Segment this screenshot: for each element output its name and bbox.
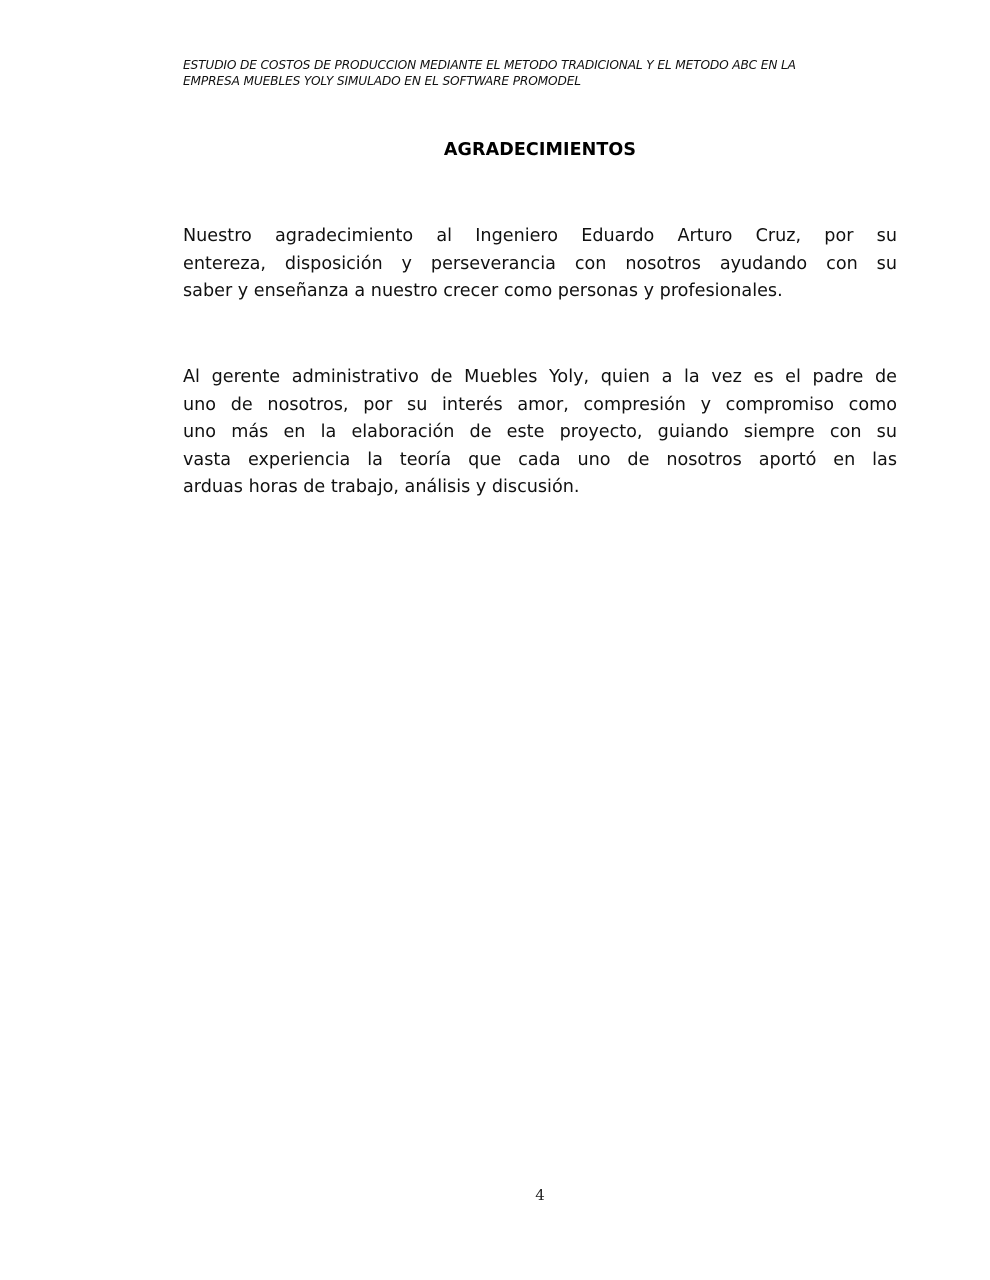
page-title: AGRADECIMIENTOS bbox=[443, 140, 637, 160]
page-number: 4 bbox=[535, 1186, 545, 1204]
paragraph-line: arduas horas de trabajo, análisis y discusión. bbox=[183, 477, 580, 497]
paragraph-line: Al gerente administrativo de Muebles Yoly, quien a la vez es el padre de bbox=[183, 367, 897, 387]
paragraph-line: Nuestro agradecimiento al Ingeniero Eduardo Arturo Cruz, por su bbox=[183, 226, 897, 246]
running-header-line-2: EMPRESA MUEBLES YOLY SIMULADO EN EL SOFTWARE PROMODEL bbox=[183, 74, 581, 88]
paragraph-line: uno más en la elaboración de este proyecto, guiando siempre con su bbox=[183, 422, 897, 442]
running-header-line-1: ESTUDIO DE COSTOS DE PRODUCCION MEDIANTE EL METODO TRADICIONAL Y EL METODO ABC EN LA bbox=[183, 58, 796, 72]
paragraph-line: saber y enseñanza a nuestro crecer como personas y profesionales. bbox=[183, 281, 783, 301]
paragraph-line: entereza, disposición y perseverancia con nosotros ayudando con su bbox=[183, 253, 897, 274]
paragraph-line: vasta experiencia la teoría que cada uno de nosotros aportó en las bbox=[183, 449, 897, 470]
running-header bbox=[183, 57, 883, 89]
paragraph-acknowledgement-manager bbox=[183, 364, 897, 502]
paragraph-line: uno de nosotros, por su interés amor, compresión y compromiso como bbox=[183, 394, 897, 415]
paragraph-acknowledgement-engineer bbox=[183, 223, 897, 306]
